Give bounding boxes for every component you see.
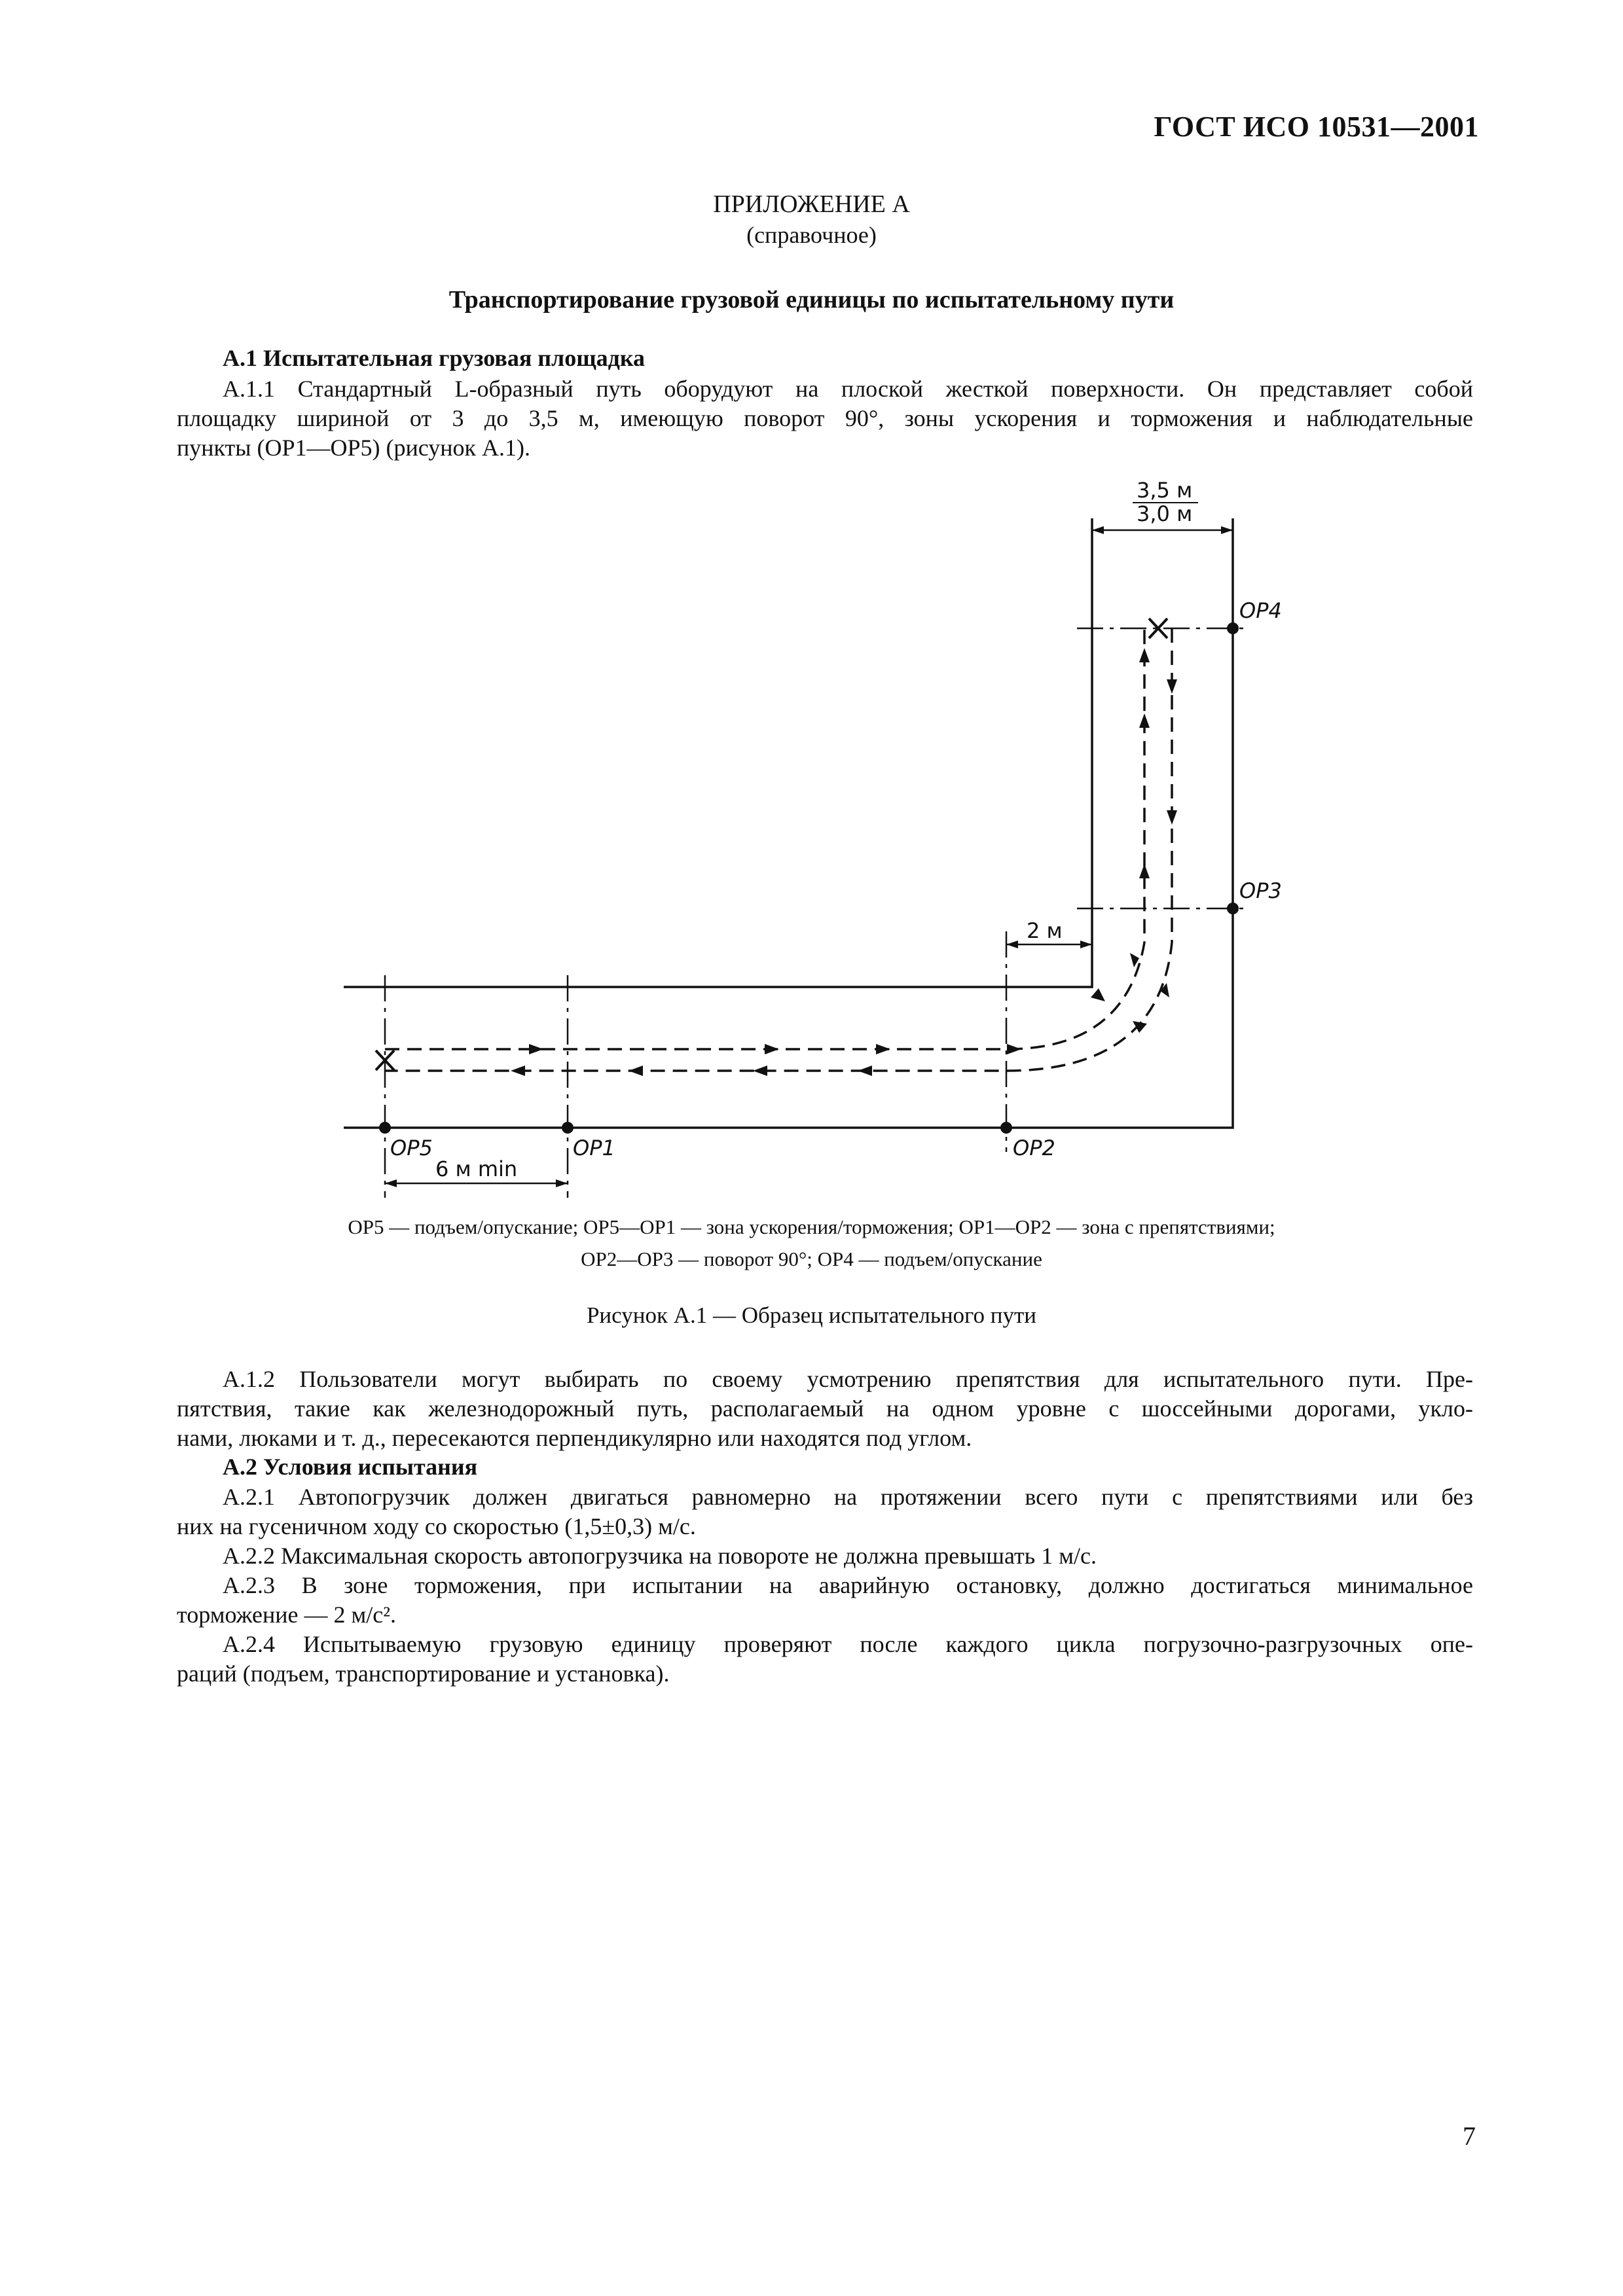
observation-points — [379, 622, 1239, 1134]
document-code: ГОСТ ИСО 10531—2001 — [1154, 111, 1479, 143]
page-number: 7 — [1463, 2121, 1476, 2151]
figure-legend-line1: OP5 — подъем/опускание; OP5—OP1 — зона ускорения/торможения; OP1—OP2 — зона с препятствиями; — [348, 1215, 1275, 1238]
label-2m: 2 м — [1027, 918, 1063, 943]
a2-heading: А.2 Условия испытания — [223, 1454, 478, 1480]
width-label-bottom: 3,0 м — [1137, 501, 1193, 526]
label-op1: OP1 — [573, 1136, 615, 1160]
a1-p1-line1-text: А.1.1 Стандартный L-образный путь оборудуют на плоской жесткой поверхности. Он представляет собой — [223, 376, 1473, 402]
a1-p1-line3: пункты (OP1—OP5) (рисунок А.1). — [177, 435, 530, 461]
a1-p2-line3: нами, люками и т. д., пересекаются перпендикулярно или находятся под углом. — [177, 1425, 972, 1451]
figure-caption: Рисунок А.1 — Образец испытательного пути — [586, 1302, 1037, 1328]
turnaround-marks — [376, 619, 1167, 1070]
a2-p4-line2: раций (подъем, транспортирование и установка). — [177, 1660, 670, 1687]
path-boundary — [344, 518, 1233, 1128]
label-op3: OP3 — [1239, 878, 1282, 903]
travel-path — [385, 628, 1172, 1071]
a2-p1-line2: них на гусеничном ходу со скоростью (1,5±0,3) м/с. — [177, 1513, 696, 1539]
appendix-subtitle: (справочное) — [746, 222, 877, 248]
section-title: Транспортирование грузовой единицы по испытательному пути — [448, 286, 1175, 314]
a1-p1-line2: площадку шириной от 3 до 3,5 м, имеющую поворот 90°, зоны ускорения и торможения и наблюдательные — [177, 405, 1473, 431]
a2-p1-line1: А.2.1 Автопогрузчик должен двигаться равномерно на протяжении всего пути с препятствиями или без — [223, 1484, 1473, 1510]
appendix-title: ПРИЛОЖЕНИЕ А — [713, 190, 910, 218]
figure-legend-line2: OP2—OP3 — поворот 90°; OP4 — подъем/опускание — [581, 1247, 1042, 1270]
direction-arrows — [511, 648, 1177, 1076]
label-op4: OP4 — [1239, 598, 1282, 623]
a2-p3-line2: торможение — 2 м/с². — [177, 1602, 397, 1628]
label-op5: OP5 — [390, 1136, 433, 1160]
dimension-lines — [385, 518, 1247, 1198]
a1-heading: А.1 Испытательная грузовая площадка — [223, 345, 646, 371]
a2-p2: А.2.2 Максимальная скорость автопогрузчика на повороте не должна превышать 1 м/с. — [223, 1543, 1097, 1569]
a1-p2-line2: пятствия, такие как железнодорожный путь, располагаемый на одном уровне с шоссейными дорогами, укло- — [177, 1395, 1473, 1422]
a2-p4-line1: А.2.4 Испытываемую грузовую единицу проверяют после каждого цикла погрузочно-разгрузочных опе- — [223, 1631, 1473, 1657]
label-6m-min: 6 м min — [435, 1157, 518, 1181]
width-label-top: 3,5 м — [1137, 478, 1193, 503]
a1-p2-line1: А.1.2 Пользователи могут выбирать по своему усмотрению препятствия для испытательного пути. Пре- — [223, 1366, 1473, 1392]
a2-p3-line1: А.2.3 В зоне торможения, при испытании на аварийную остановку, должно достигаться минимальное — [223, 1572, 1473, 1598]
label-op2: OP2 — [1013, 1136, 1055, 1160]
dimension-arrowheads — [385, 526, 1233, 1187]
